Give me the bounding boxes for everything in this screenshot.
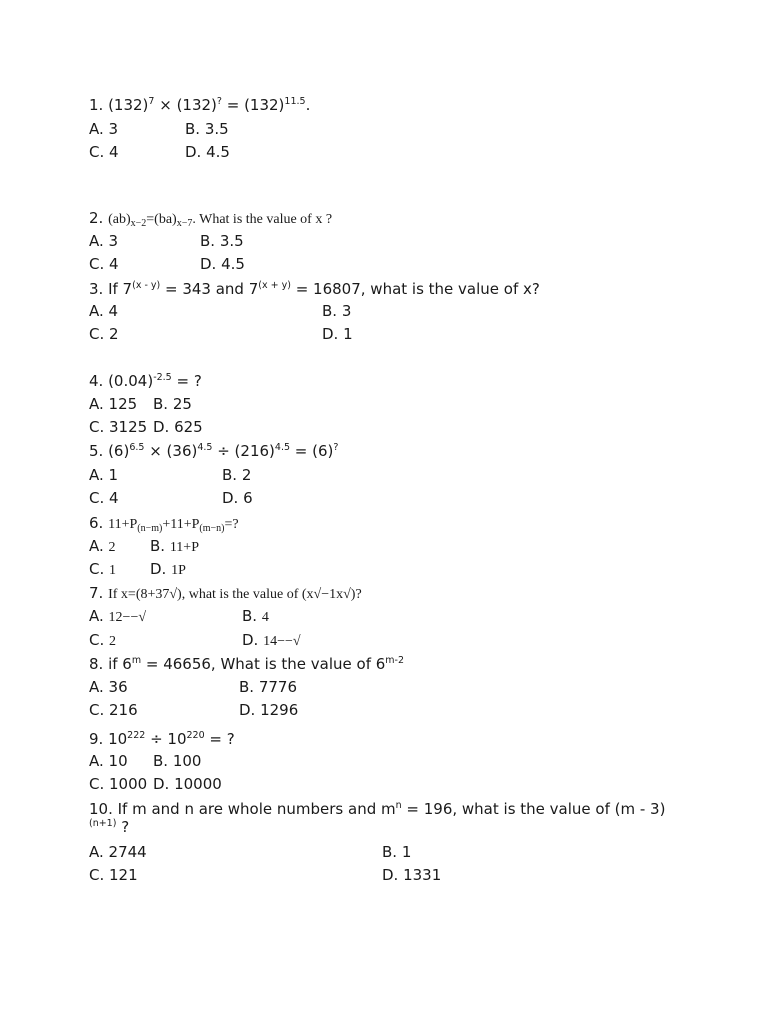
option-c[interactable]: C. 4 — [89, 143, 119, 161]
option-b[interactable]: B. 4 — [242, 607, 269, 625]
option-c[interactable]: C. 1 — [89, 560, 117, 578]
option-a[interactable]: A. 125 — [89, 395, 138, 413]
option-c[interactable]: C. 2 — [89, 631, 117, 649]
question-8: 8. if $6^m = 46656$, What is the value of 6$^{m-2}$ — [89, 655, 405, 673]
option-a[interactable]: A. 3 — [89, 120, 119, 138]
option-d[interactable]: D. 10000 — [153, 775, 222, 793]
question-2: 2. $(ab)_{x-2}=(ba)_{x-7}$. What is the value of x ? — [89, 209, 333, 229]
question-1: 1. $(132)^7 \times (132)^? = (132)^{11.5}$. — [89, 96, 311, 114]
option-d[interactable]: D. 6 — [222, 489, 253, 507]
option-d[interactable]: D. 1296 — [239, 701, 299, 719]
question-6: 6. $11+P_{(n-m)}+11+P_{(m-n)}=$? — [89, 514, 239, 534]
option-c[interactable]: C. 121 — [89, 866, 138, 884]
option-a[interactable]: A. 2 — [89, 537, 116, 555]
option-b[interactable]: B. 11+P — [150, 537, 199, 555]
question-3: 3. If $7^{(x - y)} = 343$ and $7^{(x + y)} = 16807$, what is the value of x? — [89, 280, 540, 298]
question-5: 5. $(6)^{6.5} \times (36)^{4.5} \div (216)^{4.5} = (6)^?$ — [89, 442, 339, 460]
option-d[interactable]: D. 14−−√ — [242, 631, 301, 649]
option-d[interactable]: D. 1P — [150, 560, 186, 578]
option-b[interactable]: B. 3.5 — [185, 120, 229, 138]
option-b[interactable]: B. 25 — [153, 395, 192, 413]
option-d[interactable]: D. 4.5 — [200, 255, 245, 273]
option-a[interactable]: A. 4 — [89, 302, 119, 320]
option-a[interactable]: A. 2744 — [89, 843, 147, 861]
option-d[interactable]: D. 1331 — [382, 866, 442, 884]
option-a[interactable]: A. 10 — [89, 752, 128, 770]
option-a[interactable]: A. 3 — [89, 232, 119, 250]
question-4: 4. $(0.04)^{-2.5}$ = ? — [89, 372, 202, 390]
option-a[interactable]: A. 1 — [89, 466, 119, 484]
question-7: 7. If x=(8+37√), what is the value of (x√−1x√)? — [89, 584, 362, 602]
option-b[interactable]: B. 1 — [382, 843, 412, 861]
question-9: 9. $10^{222} \div 10^{220}$ = ? — [89, 730, 235, 748]
option-b[interactable]: B. 100 — [153, 752, 202, 770]
option-d[interactable]: D. 1 — [322, 325, 353, 343]
option-c[interactable]: C. 3125 — [89, 418, 148, 436]
option-a[interactable]: A. 36 — [89, 678, 128, 696]
option-c[interactable]: C. 216 — [89, 701, 138, 719]
option-c[interactable]: C. 1000 — [89, 775, 148, 793]
question-10: 10. If m and n are whole numbers and $m^n = 196$, what is the value of (m - 3)$^{(n+1)}$ ? — [89, 800, 666, 836]
option-a[interactable]: A. 12−−√ — [89, 607, 147, 625]
option-b[interactable]: B. 7776 — [239, 678, 298, 696]
option-b[interactable]: B. 2 — [222, 466, 252, 484]
option-c[interactable]: C. 4 — [89, 489, 119, 507]
option-d[interactable]: D. 4.5 — [185, 143, 230, 161]
option-d[interactable]: D. 625 — [153, 418, 203, 436]
option-c[interactable]: C. 2 — [89, 325, 119, 343]
option-b[interactable]: B. 3 — [322, 302, 352, 320]
option-c[interactable]: C. 4 — [89, 255, 119, 273]
option-b[interactable]: B. 3.5 — [200, 232, 244, 250]
